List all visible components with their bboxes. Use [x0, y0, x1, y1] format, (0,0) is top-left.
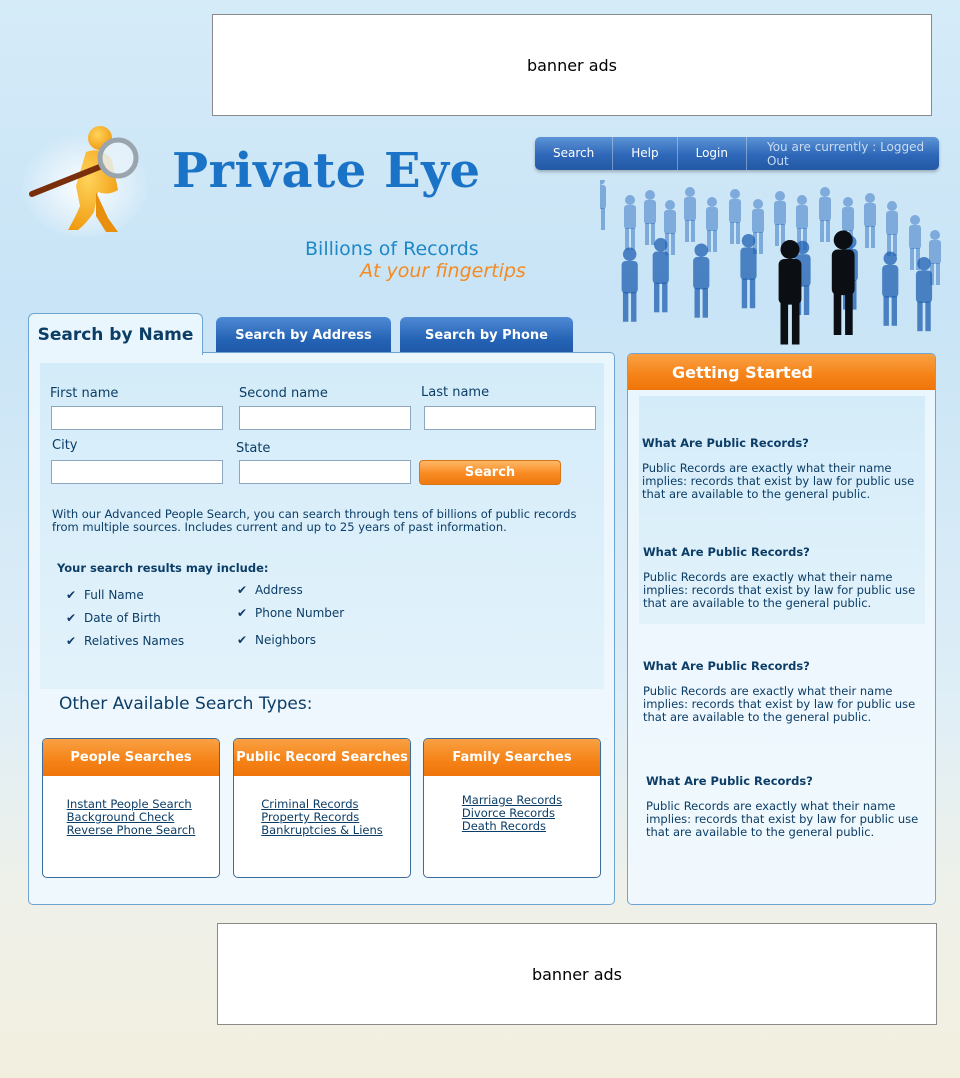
brand-title[interactable]: Private Eye — [172, 143, 481, 199]
death-records-link[interactable]: Death Records — [461, 819, 547, 833]
background-check-link[interactable]: Background Check — [66, 810, 175, 824]
property-records-link[interactable]: Property Records — [261, 810, 360, 824]
search-description: With our Advanced People Search, you can search through tens of billions of public records from multiple sources. Includes current and up to 25 years of past information. — [52, 507, 577, 534]
result-item: ✔ Address — [237, 583, 303, 597]
result-item: ✔ Full Name — [66, 588, 144, 602]
banner-ad-label: banner ads — [531, 964, 623, 984]
tagline-secondary: At your fingertips — [360, 260, 526, 282]
tagline-primary: Billions of Records — [305, 238, 479, 260]
state-label: State — [236, 441, 271, 456]
faq-question: What Are Public Records? — [646, 774, 813, 788]
public-record-searches-box — [233, 738, 411, 878]
first-name-input[interactable] — [51, 406, 223, 430]
result-item: ✔ Relatives Names — [66, 634, 185, 648]
last-name-label: Last name — [421, 385, 490, 400]
nav-search-link[interactable]: Search — [535, 137, 613, 170]
tab-search-by-address[interactable]: Search by Address — [216, 317, 391, 354]
faq-answer: Public Records are exactly what their name implies: records that exist by law for public use that are available to the general public. — [646, 799, 919, 839]
second-name-input[interactable] — [239, 406, 411, 430]
last-name-input[interactable] — [424, 406, 596, 430]
faq-question: What Are Public Records? — [642, 436, 809, 450]
faq-answer: Public Records are exactly what their name implies: records that exist by law for public use that are available to the general public. — [643, 684, 916, 724]
magnifier-figure-icon — [20, 120, 160, 240]
result-item: ✔ Date of Birth — [66, 611, 161, 625]
nav-help-link[interactable]: Help — [613, 137, 677, 170]
crowd-illustration — [600, 180, 960, 350]
marriage-records-link[interactable]: Marriage Records — [461, 793, 563, 807]
check-icon: ✔ — [66, 634, 77, 648]
criminal-records-link[interactable]: Criminal Records — [261, 797, 359, 811]
faq-answer: Public Records are exactly what their name implies: records that exist by law for public use that are available to the general public. — [643, 570, 916, 610]
check-icon: ✔ — [66, 588, 77, 602]
search-button[interactable]: Search — [419, 460, 561, 485]
city-label: City — [52, 438, 78, 453]
faq-answer: Public Records are exactly what their name implies: records that exist by law for public use that are available to the general public. — [642, 461, 915, 501]
check-icon: ✔ — [237, 606, 248, 620]
divorce-records-link[interactable]: Divorce Records — [461, 806, 556, 820]
check-icon: ✔ — [66, 611, 77, 625]
check-icon: ✔ — [237, 633, 248, 647]
result-item: ✔ Neighbors — [237, 633, 317, 647]
city-input[interactable] — [51, 460, 223, 484]
reverse-phone-search-link[interactable]: Reverse Phone Search — [66, 823, 196, 837]
tab-search-by-name[interactable]: Search by Name — [28, 313, 203, 355]
tab-search-by-phone[interactable]: Search by Phone — [400, 317, 573, 354]
check-icon: ✔ — [237, 583, 248, 597]
faq-question: What Are Public Records? — [643, 545, 810, 559]
people-searches-title: People Searches — [43, 739, 219, 776]
getting-started-title: Getting Started — [628, 354, 935, 390]
faq-question: What Are Public Records? — [643, 659, 810, 673]
public-record-searches-title: Public Record Searches — [234, 739, 410, 776]
results-heading: Your search results may include: — [57, 561, 269, 575]
family-searches-box — [423, 738, 601, 878]
family-searches-title: Family Searches — [424, 739, 600, 776]
instant-people-search-link[interactable]: Instant People Search — [66, 797, 192, 811]
people-searches-box — [42, 738, 220, 878]
second-name-label: Second name — [239, 386, 328, 401]
nav-login-link[interactable]: Login — [678, 137, 747, 170]
other-search-types-title: Other Available Search Types: — [59, 694, 313, 714]
banner-ad-top[interactable] — [212, 14, 932, 116]
bankruptcies-liens-link[interactable]: Bankruptcies & Liens — [261, 823, 383, 837]
top-navigation — [535, 137, 939, 170]
first-name-label: First name — [50, 386, 119, 401]
banner-ad-bottom[interactable] — [217, 923, 937, 1025]
login-status: You are currently : Logged Out — [766, 139, 925, 168]
result-item: ✔ Phone Number — [237, 606, 345, 620]
state-input[interactable] — [239, 460, 411, 484]
banner-ad-label: banner ads — [526, 55, 618, 75]
